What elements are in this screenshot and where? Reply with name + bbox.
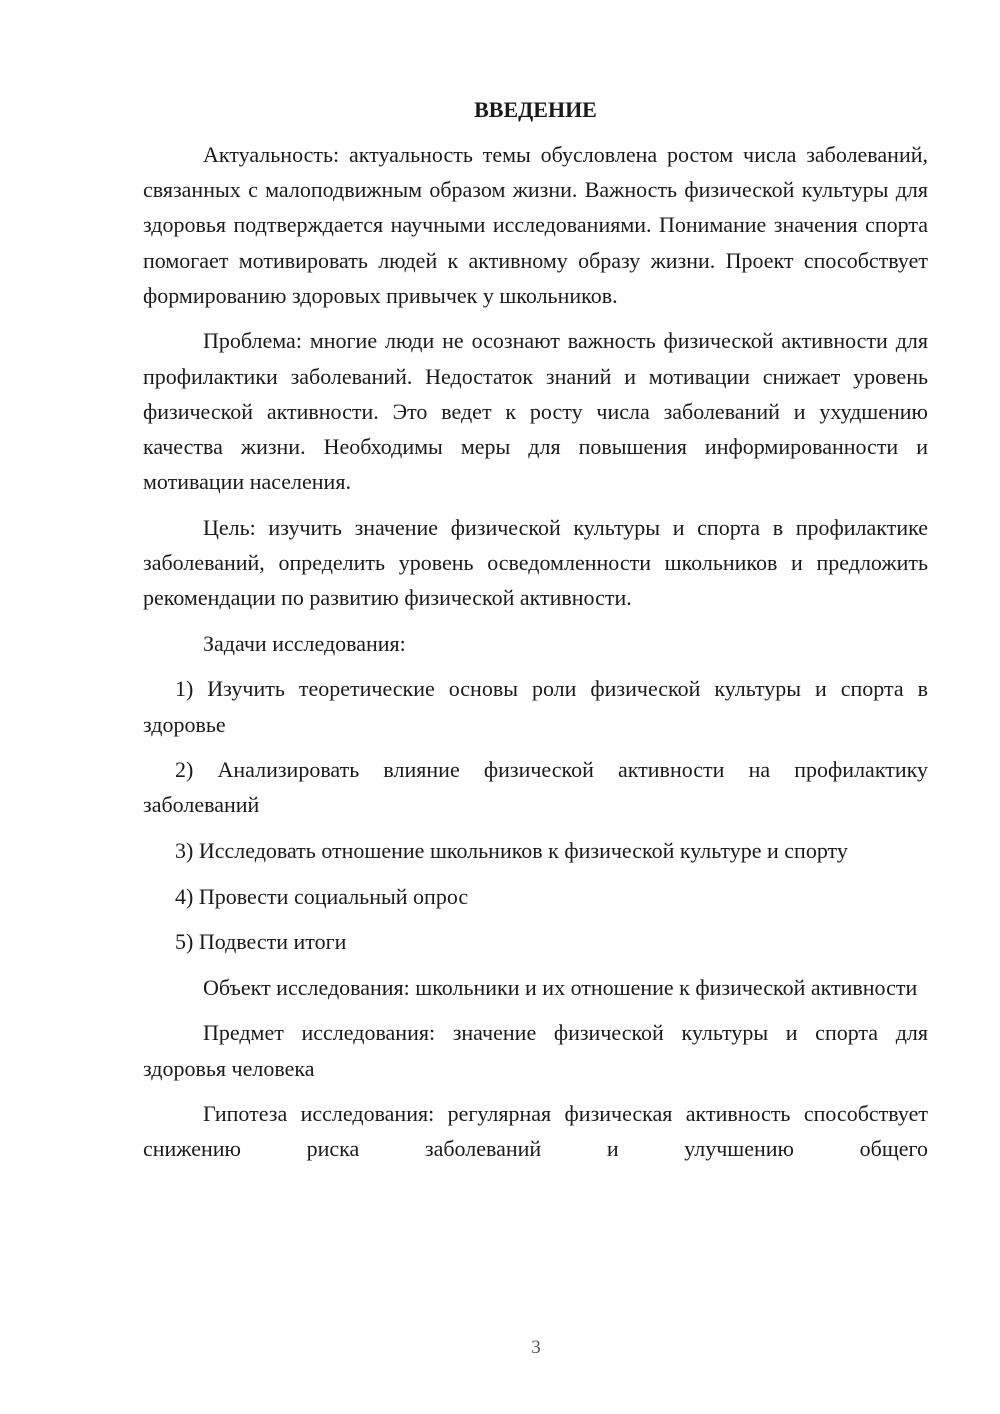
section-title: ВВЕДЕНИЕ: [474, 97, 597, 122]
page-content: [143, 92, 928, 1177]
task-item-4: 4) Провести социальный опрос: [175, 883, 469, 909]
task-item-5: 5) Подвести итоги: [175, 929, 347, 955]
paragraph-hypothesis: Гипотеза исследования: регулярная физическая активность способствует снижению риска заболеваний и улучшению общего: [143, 1101, 928, 1162]
paragraph-object: Объект исследования: школьники и их отношение к физической активности: [203, 974, 918, 1000]
task-item-1: 1) Изучить теоретические основы роли физической культуры и спорта в здоровье: [143, 676, 928, 737]
page-number: 3: [531, 1337, 541, 1358]
paragraph-subject: Предмет исследования: значение физической культуры и спорта для здоровья человека: [143, 1020, 928, 1081]
paragraph-relevance: Актуальность: актуальность темы обусловлена ростом числа заболеваний, связанных с малоподвижным образом жизни. Важность физической культуры для здоровья подтверждается научными исследованиями. Понимание значения спорта помогает мотивировать людей к активному образу жизни. Проект способствует формированию здоровых привычек у школьников.: [143, 142, 928, 308]
paragraph-problem: Проблема: многие люди не осознают важность физической активности для профилактики заболеваний. Недостаток знаний и мотивации снижает уровень физической активности. Это ведет к росту числа заболеваний и ухудшению качества жизни. Необходимы меры для повышения информированности и мотивации населения.: [143, 328, 928, 495]
paragraph-tasks-heading: Задачи исследования:: [203, 630, 406, 656]
paragraph-goal: Цель: изучить значение физической культуры и спорта в профилактике заболеваний, определить уровень осведомленности школьников и предложить рекомендации по развитию физической активности.: [143, 514, 928, 611]
task-item-3: 3) Исследовать отношение школьников к физической культуре и спорту: [175, 838, 848, 863]
task-item-2: 2) Анализировать влияние физической активности на профилактику заболеваний: [143, 757, 928, 818]
